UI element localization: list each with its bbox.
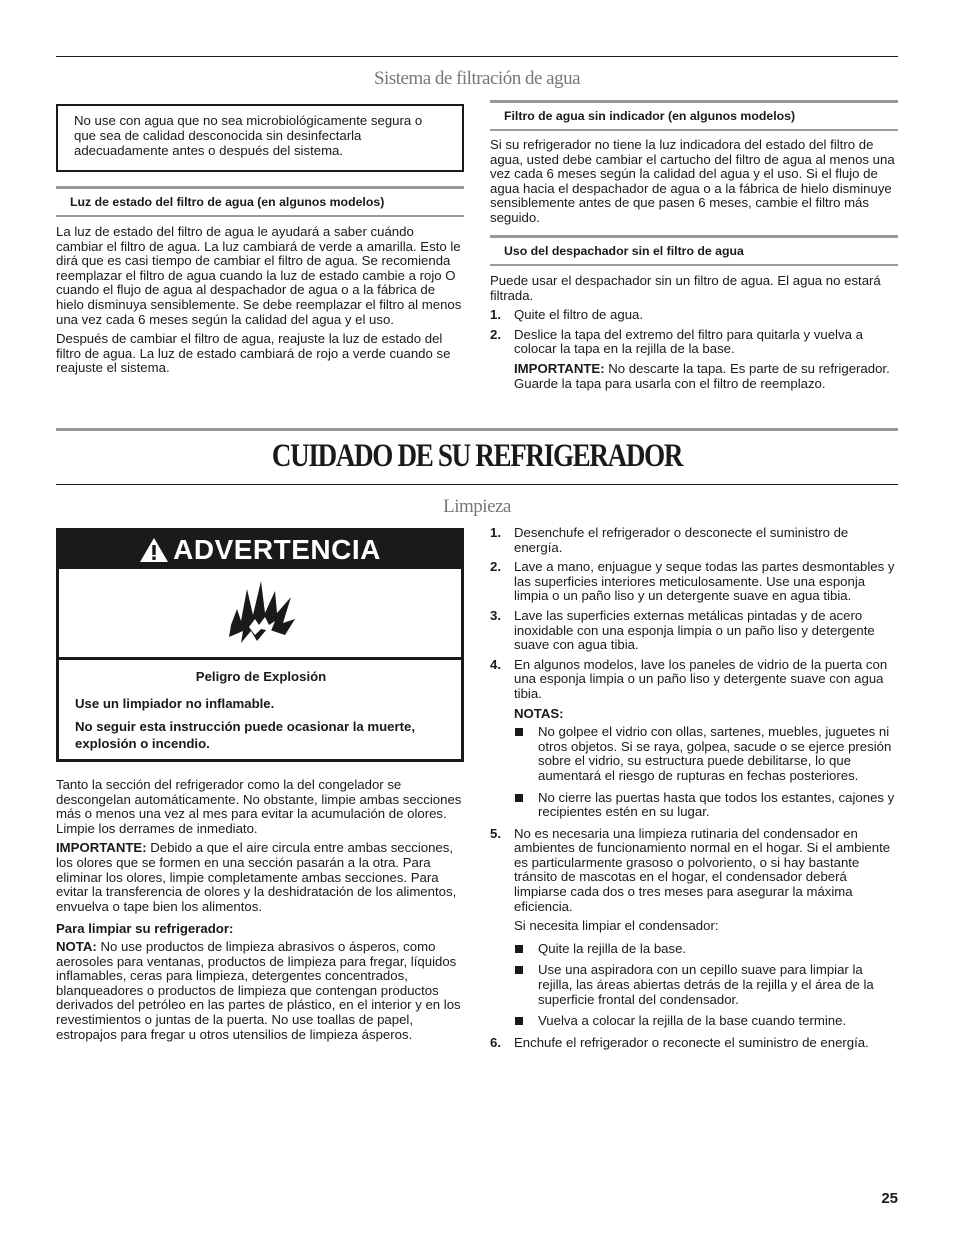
section-title-filtration: Sistema de filtración de agua — [373, 68, 581, 89]
main-title: CUIDADO DE SU REFRIGERADOR — [271, 438, 683, 474]
list-item — [490, 827, 898, 1029]
nota-item-text: No golpee el vidrio con ollas, sartenes, muebles, juguetes ni otros objetos. Si se raya, golpea, sacude o se ejerce presión sobre el vidrio, su estructura puede debilitarse, lo que aumentará el riesgo de rupturas en fechas posteriores. — [538, 724, 892, 783]
list-item — [490, 560, 898, 604]
cleaning-nota — [56, 940, 464, 1042]
cleaning-important — [56, 841, 464, 914]
step-number: 4. — [490, 656, 501, 672]
explosion-icon — [227, 579, 297, 645]
list-item — [490, 308, 898, 323]
step-text: Deslice la tapa del extremo del filtro para quitarla y vuelva a colocar la tapa en la rejilla de la base. — [514, 326, 863, 357]
important-label: IMPORTANTE: — [514, 360, 605, 376]
cleaning-subheading: Para limpiar su refrigerador: — [56, 921, 234, 937]
nota-label: NOTA: — [56, 938, 97, 954]
subhead-no-filter — [490, 235, 898, 266]
cleaning-p1: Tanto la sección del refrigerador como la del congelador se descongelan automáticamente. No obstante, limpie ambas secciones más o menos una vez al mes para evitar la acumulación de olores. Limpie los derrames de inmediato. — [56, 777, 462, 836]
warning-danger: Peligro de Explosión — [195, 669, 327, 684]
no-indicator-p1: Si su refrigerador no tiene la luz indicadora del estado del filtro de agua, usted debe cambiar el cartucho del filtro de agua al menos una vez cada 6 meses según la calidad del agua y el uso. Si el flujo de agua hacia el despachador de agua o a la fábrica de hielo disminuye sensiblemente antes de que pasen 6 meses, cambie el filtro más seguido. — [490, 137, 895, 225]
bullet-square-icon — [515, 728, 523, 736]
bullet-square-icon — [515, 945, 523, 953]
list-item — [490, 609, 898, 653]
important-label: IMPORTANTE: — [56, 840, 147, 856]
bullet-square-icon — [515, 794, 523, 802]
status-light-body — [56, 225, 464, 381]
list-item — [490, 526, 898, 555]
step-number: 2. — [490, 559, 501, 575]
important-text: Debido a que el aire circula entre ambas secciones, los olores que se formen en una sección pasarán a la otra. Para eliminar los olores, limpie completamente ambas secciones. Para evitar la transferencia de olores y la deshidratación de los alimentos, envuelva o tape bien los alimentos. — [56, 840, 457, 914]
step-text: Quite el filtro de agua. — [514, 307, 644, 323]
step-number: 3. — [490, 607, 501, 623]
step-text: Enchufe el refrigerador o reconecte el suministro de energía. — [514, 1034, 869, 1050]
notas-label: NOTAS: — [514, 705, 564, 721]
condenser-item-text: Vuelva a colocar la rejilla de la base cuando termine. — [538, 1013, 847, 1029]
notice-text: No use con agua que no sea microbiológicamente segura o que sea de calidad desconocida sin desinfectarla adecuadamente antes o después del sistema. — [74, 113, 423, 159]
list-item — [514, 791, 898, 820]
nota-item-text: No cierre las puertas hasta que todos los estantes, cajones y recipientes estén en su lugar. — [538, 789, 895, 820]
condenser-item-text: Quite la rejilla de la base. — [538, 940, 687, 956]
list-item — [514, 963, 898, 1007]
top-rule — [56, 56, 898, 57]
notice-box — [56, 104, 464, 172]
main-title-bottom-rule — [56, 484, 898, 485]
nota-text: No use productos de limpieza abrasivos o ásperos, como aerosoles para ventanas, productos de limpieza para fregar, líquidos inflamables, ceras para limpieza, detergentes concentrados, blanqueadores o productos de limpieza que contengan productos derivados del petróleo en las partes de plástico, en el interior y en los revestimientos o juntas de la puerta. No use toallas de papel, estropajos para fregar u otros utensilios de limpieza ásperos. — [56, 938, 461, 1042]
warning-header-text: ADVERTENCIA — [173, 534, 381, 565]
subhead-no-indicator-text: Filtro de agua sin indicador (en algunos modelos) — [504, 109, 796, 123]
no-indicator-body — [490, 138, 898, 231]
warning-box — [56, 528, 464, 762]
explosion-icon-area — [59, 569, 461, 660]
step-text: En algunos modelos, lave los paneles de vidrio de la puerta con una esponja limpia o un paño liso y detergente suave con agua tibia. — [514, 656, 888, 701]
subhead-no-filter-text: Uso del despachador sin el filtro de agua — [504, 244, 744, 258]
warning-header — [59, 531, 461, 569]
cleaning-left-body — [56, 778, 464, 1047]
step-number: 2. — [490, 326, 501, 342]
warning-triangle-icon — [139, 537, 169, 563]
list-item — [514, 942, 898, 957]
page-number: 25 — [881, 1190, 898, 1207]
list-item — [514, 1014, 898, 1029]
subhead-no-indicator — [490, 100, 898, 131]
no-filter-steps — [490, 308, 898, 357]
cleaning-steps-list — [490, 526, 898, 1050]
list-item — [514, 725, 898, 783]
step-number: 5. — [490, 825, 501, 841]
bullet-square-icon — [515, 1017, 523, 1025]
condenser-item-text: Use una aspiradora con un cepillo suave para limpiar la rejilla, las áreas abiertas detrás de la rejilla y el área de la superficie frontal del condensador. — [538, 962, 874, 1007]
list-item — [490, 328, 898, 357]
list-item — [490, 1036, 898, 1051]
important-text: No descarte la tapa. Es parte de su refrigerador. Guarde la tapa para usarla con el filtro de reemplazo. — [514, 360, 890, 391]
step-number: 6. — [490, 1034, 501, 1050]
warning-text — [59, 660, 461, 752]
status-light-p1: La luz de estado del filtro de agua le ayudará a saber cuándo cambiar el filtro de agua. La luz cambiará de verde a amarilla. Esto le dirá que es casi tiempo de cambiar el filtro de agua. Se recomienda reemplazar el filtro de agua cuando la luz de estado cambie a rojo O cuando el flujo de agua al despachador de agua o a la fábrica de hielo disminuya sensiblemente. Se debe reemplazar el filtro al menos una vez cada 6 meses según la calidad del agua y el uso. — [56, 224, 462, 327]
cleaning-steps — [490, 526, 898, 1055]
no-filter-important — [490, 362, 898, 391]
warning-line1: Use un limpiador no inflamable. — [75, 696, 275, 711]
step-text: No es necesaria una limpieza rutinaria del condensador en ambientes de funcionamiento normal en el hogar. Si el ambiente es particularmente grasoso o polvoriento, o si hay bastante tránsito de mascotas en el hogar, el condensador deberá limpiarse cada dos o tres meses para asegurar la máxima eficiencia. — [514, 825, 891, 914]
subhead-status-light — [56, 186, 464, 217]
warning-line2: No seguir esta instrucción puede ocasionar la muerte, explosión o incendio. — [75, 719, 416, 751]
step-text: Lave las superficies externas metálicas pintadas y de acero inoxidable con una esponja limpia o un paño liso y detergente suave con agua tibia. — [514, 607, 875, 653]
subhead-status-light-text: Luz de estado del filtro de agua (en algunos modelos) — [70, 195, 385, 209]
condenser-list — [514, 942, 898, 1029]
no-filter-body — [490, 274, 898, 396]
notas-list — [514, 725, 898, 820]
step-number: 1. — [490, 525, 501, 540]
condenser-intro: Si necesita limpiar el condensador: — [514, 918, 719, 934]
section-title-cleaning: Limpieza — [443, 496, 511, 517]
no-filter-p1: Puede usar el despachador sin un filtro de agua. El agua no estará filtrada. — [490, 273, 881, 303]
status-light-p2: Después de cambiar el filtro de agua, reajuste la luz de estado del filtro de agua. La luz de estado cambiará de rojo a verde cuando se reajuste el sistema. — [56, 331, 451, 376]
step-number: 1. — [490, 307, 501, 323]
main-title-top-rule — [56, 428, 898, 431]
step-text: Desenchufe el refrigerador o desconecte el suministro de energía. — [514, 525, 849, 555]
list-item — [490, 658, 898, 820]
bullet-square-icon — [515, 966, 523, 974]
step-text: Lave a mano, enjuague y seque todas las partes desmontables y las superficies interiores meticulosamente. Use una esponja limpia o un paño liso y un detergente suave en agua tibia. — [514, 559, 895, 604]
